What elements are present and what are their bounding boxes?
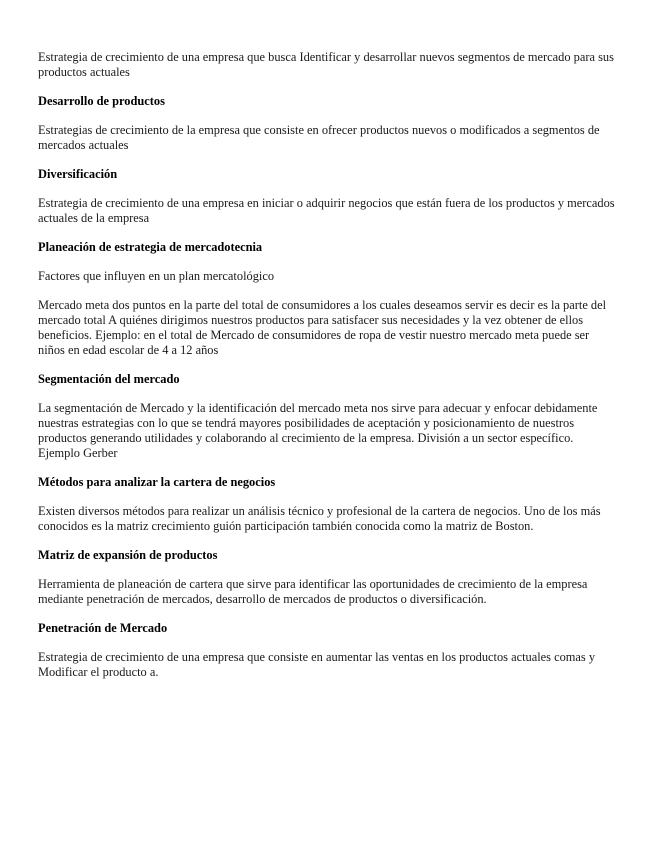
paragraph-product-development: Estrategias de crecimiento de la empresa que consiste en ofrecer productos nuevos o modificados a segmentos de mercados actuales	[38, 123, 600, 152]
heading-product-development: Desarrollo de productos	[38, 94, 165, 108]
heading-diversification: Diversificación	[38, 167, 118, 181]
paragraph-diversification: Estrategia de crecimiento de una empresa en iniciar o adquirir negocios que están fuera de los productos y mercados actuales de la empresa	[38, 196, 615, 225]
paragraph-market-penetration: Estrategia de crecimiento de una empresa que consiste en aumentar las ventas en los productos actuales comas y Modificar el producto a.	[38, 650, 596, 679]
paragraph-market-segmentation: La segmentación de Mercado y la identificación del mercado meta nos sirve para adecuar y enfocar debidamente nuestras estrategias con lo que se tendrá mayores posibilidades de aceptación y posicionamiento de nuestros productos generando utilidades y colaborando al crecimiento de la empresa. División a un sector específico. Ejemplo Gerber	[38, 401, 598, 460]
paragraph-portfolio-methods: Existen diversos métodos para realizar un análisis técnico y profesional de la cartera de negocios. Uno de los más conocidos es la matriz crecimiento guión participación también conocida como la matriz de Boston.	[38, 504, 601, 533]
heading-market-segmentation: Segmentación del mercado	[38, 372, 180, 386]
heading-market-penetration: Penetración de Mercado	[38, 621, 168, 635]
paragraph-segment-development: Estrategia de crecimiento de una empresa que busca Identificar y desarrollar nuevos segmentos de mercado para sus productos actuales	[38, 50, 614, 79]
paragraph-product-expansion-matrix: Herramienta de planeación de cartera que sirve para identificar las oportunidades de crecimiento de la empresa mediante penetración de mercados, desarrollo de mercados de productos o diversificación.	[38, 577, 588, 606]
paragraph-target-market: Mercado meta dos puntos en la parte del total de consumidores a los cuales deseamos servir es decir es la parte del mercado total A quiénes dirigimos nuestros productos para satisfacer sus necesidades y la vez obtener de ellos beneficios. Ejemplo: en el total de Mercado de consumidores de ropa de vestir nuestro mercado meta puede ser niños en edad escolar de 4 a 12 años	[38, 298, 607, 357]
heading-marketing-strategy-planning: Planeación de estrategia de mercadotecnia	[38, 240, 263, 254]
heading-portfolio-methods: Métodos para analizar la cartera de negocios	[38, 475, 276, 489]
paragraph-plan-factors: Factores que influyen en un plan mercatológico	[38, 269, 275, 283]
heading-product-expansion-matrix: Matriz de expansión de productos	[38, 548, 218, 562]
document-page	[38, 50, 618, 694]
